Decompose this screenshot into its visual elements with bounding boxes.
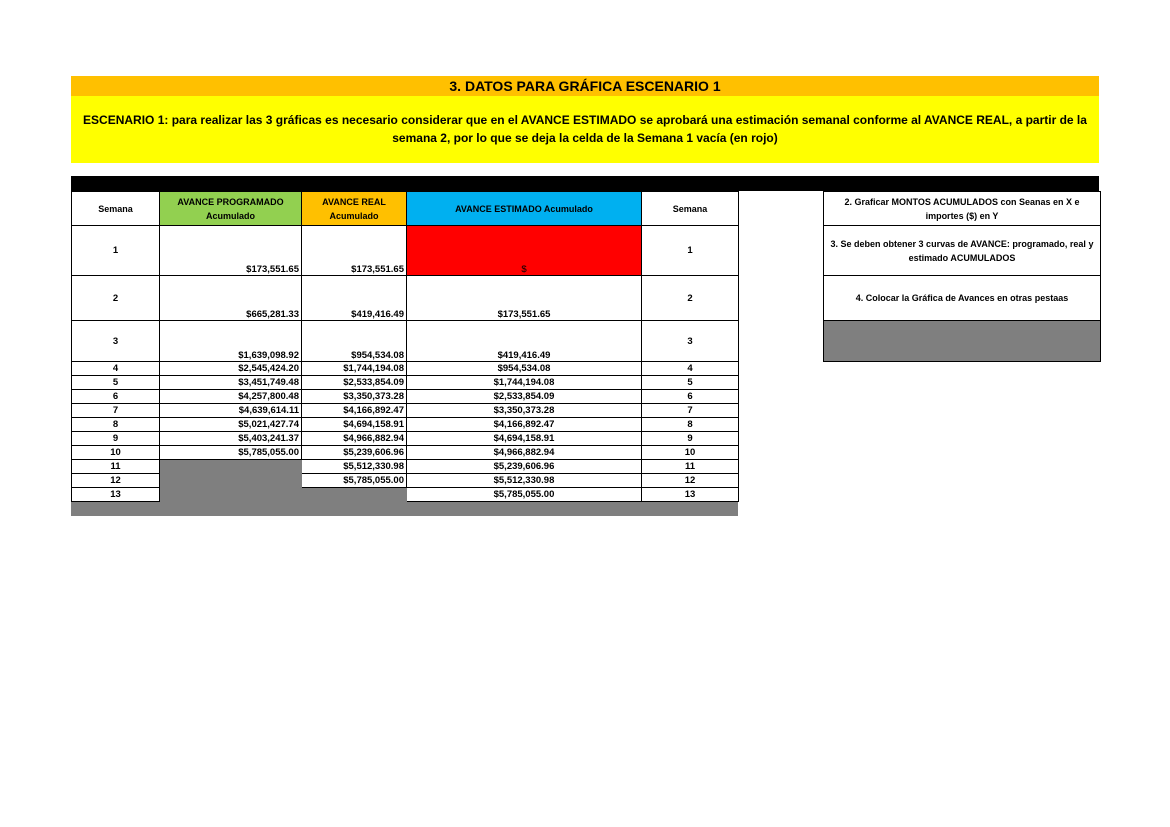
cell-estimado: $5,512,330.98 [407,474,642,488]
instruction-4: 4. Colocar la Gráfica de Avances en otras pestaas [824,276,1100,321]
cell-semana: 11 [72,460,160,474]
table-row [72,276,739,321]
cell-real: $1,744,194.08 [302,362,407,376]
cell-semana-right: 1 [642,226,739,276]
gray-block [824,321,1100,361]
scenario-description: ESCENARIO 1: para realizar las 3 gráficas es necesario considerar que en el AVANCE ESTIMADO se aprobará una estimación semanal conforme al AVANCE REAL, a partir de la semana 2, por lo que se deja la celda de la Semana 1 vacía (en rojo) [71,96,1099,163]
avance-table [71,191,739,502]
cell-programado: $4,257,800.48 [160,390,302,404]
cell-estimado: $3,350,373.28 [407,404,642,418]
cell-semana: 2 [72,276,160,321]
cell-estimado: $1,744,194.08 [407,376,642,390]
cell-semana: 5 [72,376,160,390]
cell-estimado: $173,551.65 [407,276,642,321]
cell-estimado: $4,966,882.94 [407,446,642,460]
cell-semana: 4 [72,362,160,376]
cell-programado [160,460,302,474]
cell-real: $5,239,606.96 [302,446,407,460]
instruction-3: 3. Se deben obtener 3 curvas de AVANCE: programado, real y estimado ACUMULADOS [824,226,1100,276]
header-avance-real: AVANCE REAL Acumulado [302,192,407,226]
table-top-bar [71,176,1099,191]
cell-real: $954,534.08 [302,321,407,362]
cell-semana: 6 [72,390,160,404]
cell-programado: $2,545,424.20 [160,362,302,376]
cell-semana-right: 11 [642,460,739,474]
cell-semana-right: 6 [642,390,739,404]
cell-semana: 9 [72,432,160,446]
table-row [72,488,739,502]
cell-real: $3,350,373.28 [302,390,407,404]
cell-real: $5,785,055.00 [302,474,407,488]
cell-semana: 13 [72,488,160,502]
cell-real: $173,551.65 [302,226,407,276]
cell-estimado: $4,166,892.47 [407,418,642,432]
cell-semana: 12 [72,474,160,488]
cell-semana-right: 8 [642,418,739,432]
header-semana: Semana [72,192,160,226]
cell-semana-right: 5 [642,376,739,390]
cell-estimado: $954,534.08 [407,362,642,376]
header-avance-estimado: AVANCE ESTIMADO Acumulado [407,192,642,226]
cell-estimado: $419,416.49 [407,321,642,362]
table-row [72,362,739,376]
cell-programado: $665,281.33 [160,276,302,321]
section-title: 3. DATOS PARA GRÁFICA ESCENARIO 1 [71,76,1099,96]
table-row [72,418,739,432]
cell-semana: 8 [72,418,160,432]
cell-programado: $173,551.65 [160,226,302,276]
instruction-2: 2. Graficar MONTOS ACUMULADOS con Seanas en X e importes ($) en Y [824,192,1100,226]
cell-programado: $5,785,055.00 [160,446,302,460]
cell-real: $2,533,854.09 [302,376,407,390]
cell-programado: $1,639,098.92 [160,321,302,362]
cell-semana: 7 [72,404,160,418]
table-row [72,404,739,418]
cell-semana: 10 [72,446,160,460]
table-row [72,474,739,488]
cell-estimado: $2,533,854.09 [407,390,642,404]
table-row [72,226,739,276]
cell-programado: $5,021,427.74 [160,418,302,432]
instructions-panel [823,191,1101,362]
table-row [72,376,739,390]
cell-semana-right: 13 [642,488,739,502]
cell-semana-right: 4 [642,362,739,376]
cell-semana: 3 [72,321,160,362]
cell-semana-right: 10 [642,446,739,460]
table-row [72,321,739,362]
cell-estimado: $5,239,606.96 [407,460,642,474]
cell-real: $4,966,882.94 [302,432,407,446]
cell-semana-right: 2 [642,276,739,321]
cell-real: $419,416.49 [302,276,407,321]
table-row [72,460,739,474]
cell-estimado: $ [407,226,642,276]
cell-programado: $5,403,241.37 [160,432,302,446]
cell-semana-right: 7 [642,404,739,418]
cell-real [302,488,407,502]
cell-programado: $3,451,749.48 [160,376,302,390]
header-semana-right: Semana [642,192,739,226]
cell-estimado: $5,785,055.00 [407,488,642,502]
cell-real: $4,694,158.91 [302,418,407,432]
header-avance-programado: AVANCE PROGRAMADO Acumulado [160,192,302,226]
cell-semana-right: 12 [642,474,739,488]
cell-semana-right: 3 [642,321,739,362]
cell-programado [160,474,302,488]
table-bottom-bar [71,502,738,516]
cell-real: $4,166,892.47 [302,404,407,418]
cell-semana: 1 [72,226,160,276]
cell-estimado: $4,694,158.91 [407,432,642,446]
table-row [72,432,739,446]
table-row [72,390,739,404]
table-row [72,446,739,460]
cell-semana-right: 9 [642,432,739,446]
cell-programado [160,488,302,502]
cell-programado: $4,639,614.11 [160,404,302,418]
cell-real: $5,512,330.98 [302,460,407,474]
